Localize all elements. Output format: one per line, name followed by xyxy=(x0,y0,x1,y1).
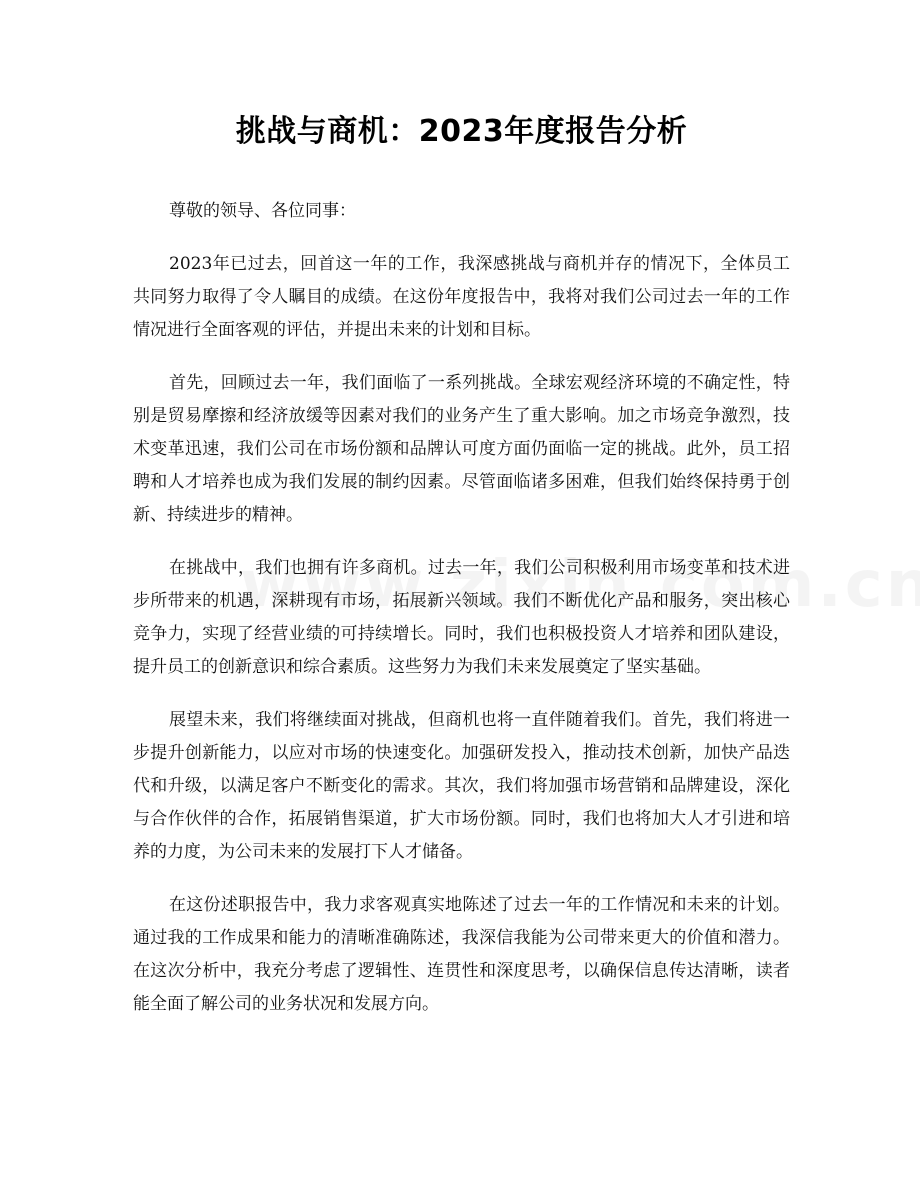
salutation: 尊敬的领导、各位同事： xyxy=(169,201,356,221)
paragraph-challenges: 首先，回顾过去一年，我们面临了一系列挑战。全球宏观经济环境的不确定性，特别是贸易摩擦和经济放缓等因素对我们的业务产生了重大影响。加之市场竞争激烈，技术变革迅速，我们公司在市场份额和品牌认可度方面仍面临一定的挑战。此外，员工招聘和人才培养也成为我们发展的制约因素。尽管面临诸多困难，但我们始终保持勇于创新、持续进步的精神。 xyxy=(133,373,790,525)
paragraph-opportunities: 在挑战中，我们也拥有许多商机。过去一年，我们公司积极利用市场变革和技术进步所带来的机遇，深耕现有市场，拓展新兴领域。我们不断优化产品和服务，突出核心竞争力，实现了经营业绩的可持续增长。同时，我们也积极投资人才培养和团队建设，提升员工的创新意识和综合素质。这些努力为我们未来发展奠定了坚实基础。 xyxy=(133,558,790,677)
paragraph-conclusion: 在这份述职报告中，我力求客观真实地陈述了过去一年的工作情况和未来的计划。通过我的工作成果和能力的清晰准确陈述，我深信我能为公司带来更大的价值和潜力。在这次分析中，我充分考虑了逻辑性、连贯性和深度思考，以确保信息传达清晰，读者能全面了解公司的业务状况和发展方向。 xyxy=(133,895,790,1014)
paragraph-intro: 2023年已过去，回首这一年的工作，我深感挑战与商机并存的情况下，全体员工共同努力取得了令人瞩目的成绩。在这份年度报告中，我将对我们公司过去一年的工作情况进行全面客观的评估，并提出未来的计划和目标。 xyxy=(133,254,790,340)
document-title: 挑战与商机：2023年度报告分析 xyxy=(235,114,688,149)
paragraph-outlook: 展望未来，我们将继续面对挑战，但商机也将一直伴随着我们。首先，我们将进一步提升创新能力，以应对市场的快速变化。加强研发投入，推动技术创新，加快产品迭代和升级，以满足客户不断变化的需求。其次，我们将加强市场营销和品牌建设，深化与合作伙伴的合作，拓展销售渠道，扩大市场份额。同时，我们也将加大人才引进和培养的力度，为公司未来的发展打下人才储备。 xyxy=(133,710,790,862)
